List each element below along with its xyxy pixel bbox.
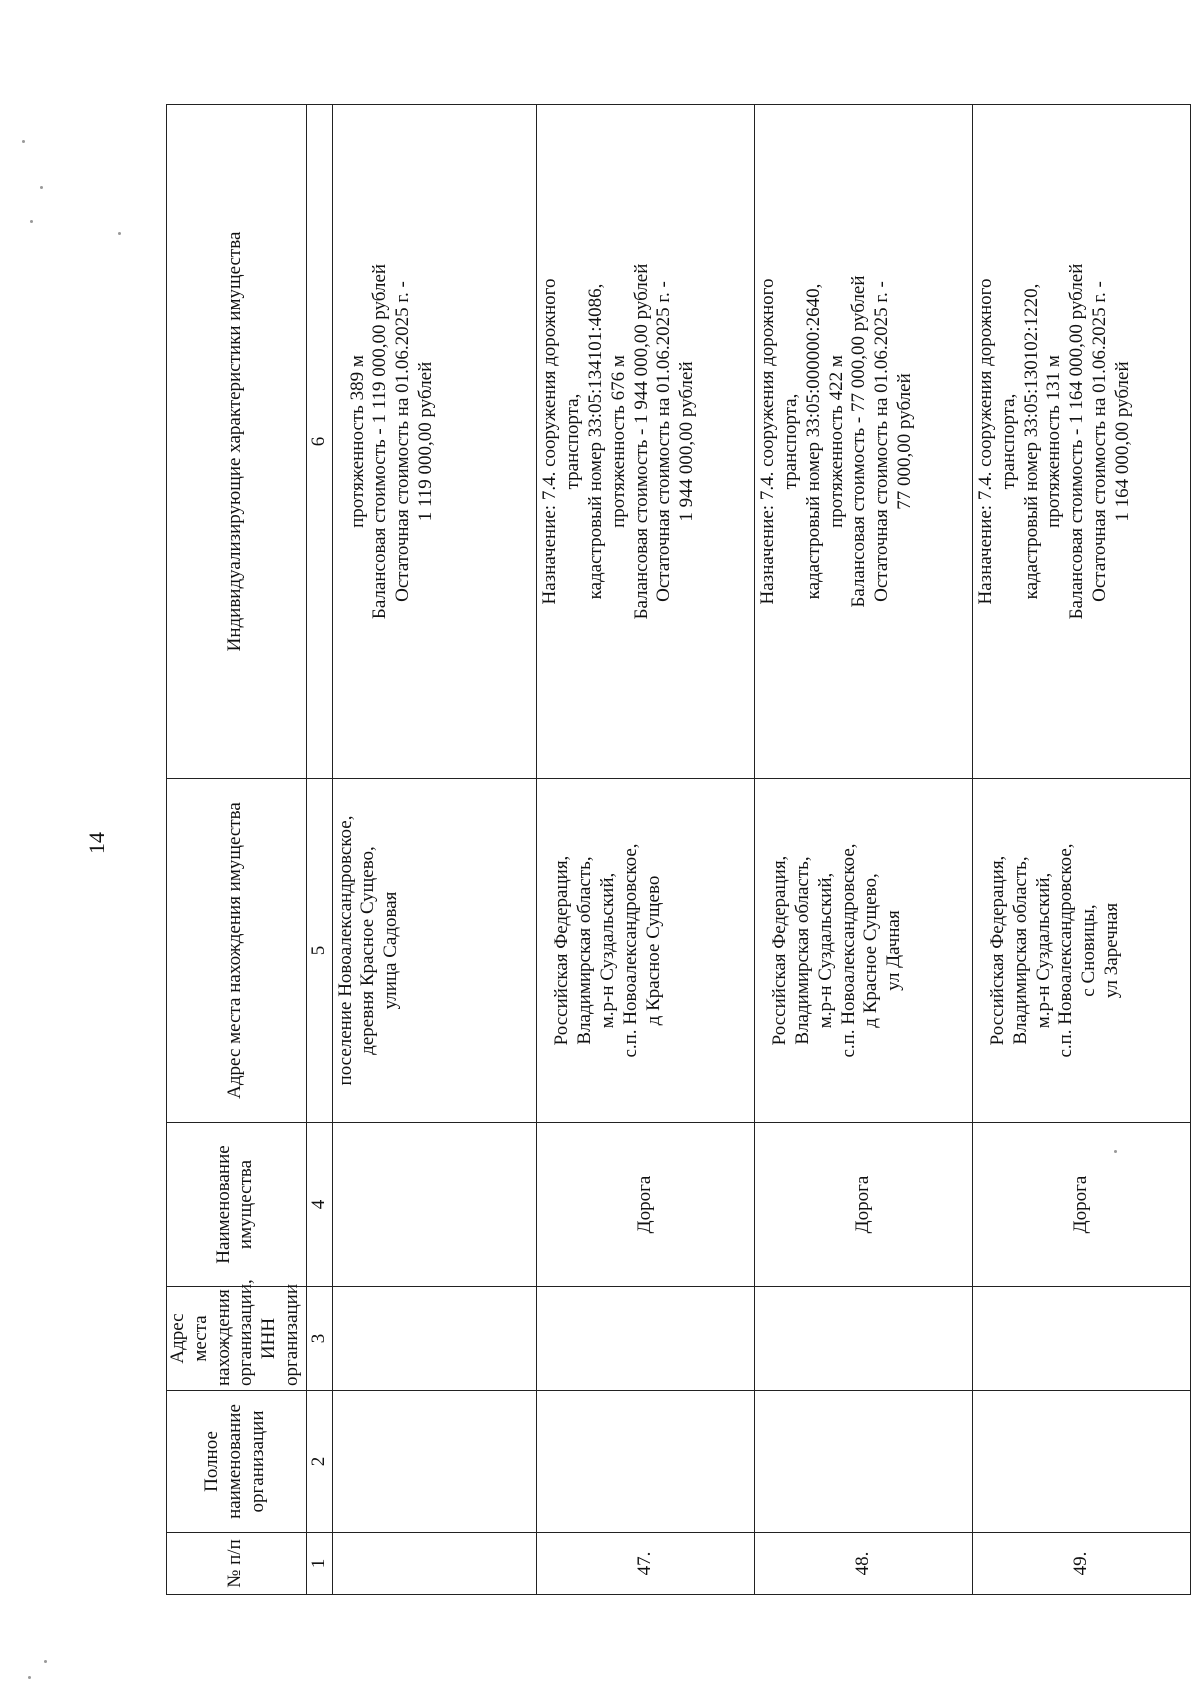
- address-line: Владимирская область,: [792, 856, 814, 1045]
- characteristics-line: кадастровый номер 33:05:000000:2640,: [802, 283, 824, 600]
- address-line: с.п. Новоалександровское,: [619, 843, 641, 1058]
- characteristics-line: 1 164 000,00 рублей: [1111, 361, 1133, 522]
- column-number: 1: [306, 1533, 332, 1595]
- characteristics-line: протяженность 422 м: [825, 355, 847, 528]
- cell-org-name: [537, 1391, 755, 1533]
- characteristics-line: 77 000,00 рублей: [894, 373, 916, 510]
- cell-property-address: [973, 779, 1191, 1123]
- cell-property-address: [537, 779, 755, 1123]
- address-line: Российская Федерация,: [551, 855, 573, 1046]
- cell-property-name: [332, 1123, 537, 1287]
- characteristics-line: Балансовая стоимость - 77 000,00 рублей: [848, 275, 870, 608]
- cell-property-address: [755, 779, 973, 1123]
- cell-number: [332, 1533, 537, 1595]
- cell-org-name: [755, 1391, 973, 1533]
- address-line: Владимирская область,: [574, 856, 596, 1045]
- page-number: 14: [84, 832, 109, 854]
- header-col-property-name: Наименование имущества: [167, 1123, 307, 1287]
- address-line: Российская Федерация,: [769, 855, 791, 1046]
- characteristics-line: Назначение: 7.4. сооружения дорожного: [539, 278, 561, 605]
- characteristics-line: протяженность 131 м: [1043, 355, 1065, 528]
- property-table-frame: [166, 105, 1191, 1595]
- address-line: м.р-н Суздальский,: [814, 872, 836, 1029]
- cell-org-address: [973, 1287, 1191, 1391]
- characteristics-line: транспорта,: [562, 393, 584, 490]
- table-row-continuation: [332, 105, 537, 1595]
- property-table: [166, 104, 1191, 1595]
- characteristics-line: Остаточная стоимость на 01.06.2025 г. -: [653, 281, 675, 602]
- address-line: д Красное Сущево: [642, 875, 664, 1026]
- characteristics-line: Балансовая стоимость - 1 944 000,00 рублей: [630, 263, 652, 620]
- column-number: 3: [306, 1287, 332, 1391]
- address-line: ул Заречная: [1101, 902, 1123, 999]
- address-line: м.р-н Суздальский,: [1032, 872, 1054, 1029]
- cell-org-name: [332, 1391, 537, 1533]
- address-line: Владимирская область,: [1009, 856, 1031, 1045]
- header-col-characteristics: Индивидуализирующие характеристики имущества: [167, 105, 307, 779]
- characteristics-line: Балансовая стоимость - 1 164 000,00 рублей: [1066, 263, 1088, 620]
- column-number: 5: [306, 779, 332, 1123]
- header-col-org-address: Адрес места нахождения организации, ИНН организации: [167, 1287, 307, 1391]
- address-line: с.п. Новоалександровское,: [837, 843, 859, 1058]
- cell-number: 47.: [537, 1533, 755, 1595]
- cell-characteristics: [973, 105, 1191, 779]
- address-line: д Красное Сущево,: [860, 873, 882, 1028]
- characteristics-line: Назначение: 7.4. сооружения дорожного: [757, 278, 779, 605]
- table-row-47: [537, 105, 755, 1595]
- column-number-row: [306, 105, 332, 1595]
- header-col-property-address: Адрес места нахождения имущества: [167, 779, 307, 1123]
- column-number: 4: [306, 1123, 332, 1287]
- characteristics-line: кадастровый номер 33:05:134101:4086,: [584, 283, 606, 600]
- address-line: деревня Красное Сущево,: [357, 846, 379, 1055]
- characteristics-line: кадастровый номер 33:05:130102:1220,: [1020, 283, 1042, 600]
- characteristics-line: транспорта,: [780, 393, 802, 490]
- cell-characteristics: [755, 105, 973, 779]
- characteristics-line: Назначение: 7.4. сооружения дорожного: [975, 278, 997, 605]
- address-line: поселение Новоалександровское,: [334, 815, 356, 1086]
- characteristics-line: Остаточная стоимость на 01.06.2025 г. -: [1089, 281, 1111, 602]
- characteristics-line: Остаточная стоимость на 01.06.2025 г. -: [871, 281, 893, 602]
- table-row-49: [973, 105, 1191, 1595]
- cell-number: 49.: [973, 1533, 1191, 1595]
- characteristics-line: протяженность 389 м: [346, 355, 368, 528]
- cell-org-name: [973, 1391, 1191, 1533]
- cell-org-address: [537, 1287, 755, 1391]
- cell-number: 48.: [755, 1533, 973, 1595]
- address-line: с Сновицы,: [1078, 904, 1100, 997]
- characteristics-line: 1 119 000,00 рублей: [414, 361, 436, 522]
- header-col-number: № п/п: [167, 1533, 307, 1595]
- address-line: с.п. Новоалександровское,: [1055, 843, 1077, 1058]
- cell-property-name: Дорога: [973, 1123, 1191, 1287]
- cell-property-address: [332, 779, 537, 1123]
- cell-org-address: [332, 1287, 537, 1391]
- characteristics-line: Балансовая стоимость - 1 119 000,00 рублей: [369, 263, 391, 620]
- characteristics-line: транспорта,: [997, 393, 1019, 490]
- characteristics-line: Остаточная стоимость на 01.06.2025 г. -: [392, 281, 414, 602]
- address-line: Российская Федерация,: [987, 855, 1009, 1046]
- address-line: улица Садовая: [380, 891, 402, 1010]
- header-col-org-name: Полное наименование организации: [167, 1391, 307, 1533]
- cell-property-name: Дорога: [537, 1123, 755, 1287]
- cell-characteristics: [332, 105, 537, 779]
- cell-property-name: Дорога: [755, 1123, 973, 1287]
- header-row: [167, 105, 307, 1595]
- table-row-48: [755, 105, 973, 1595]
- cell-characteristics: [537, 105, 755, 779]
- column-number: 2: [306, 1391, 332, 1533]
- column-number: 6: [306, 105, 332, 779]
- characteristics-line: 1 944 000,00 рублей: [676, 361, 698, 522]
- characteristics-line: протяженность 676 м: [607, 355, 629, 528]
- address-line: ул Дачная: [883, 910, 905, 991]
- cell-org-address: [755, 1287, 973, 1391]
- address-line: м.р-н Суздальский,: [596, 872, 618, 1029]
